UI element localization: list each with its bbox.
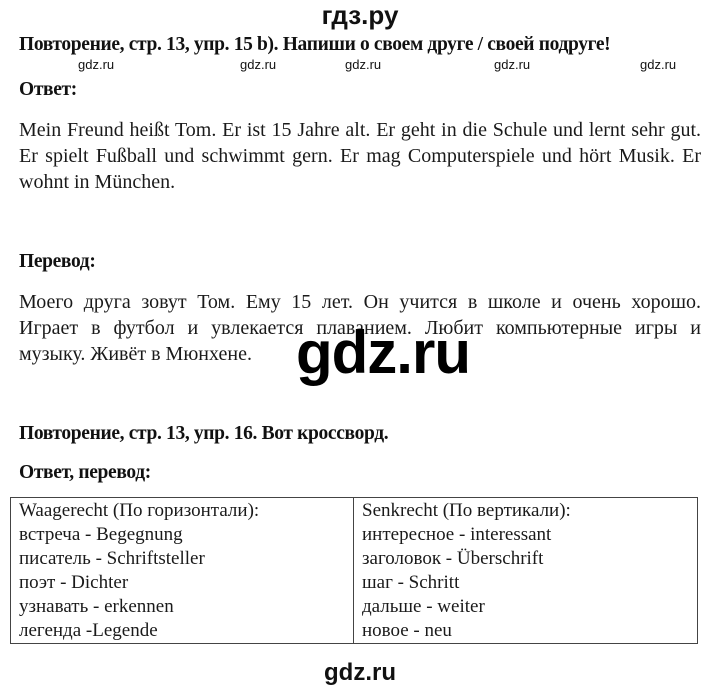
word-pair: легенда -Legende: [19, 620, 158, 641]
word-pair: дальше - weiter: [362, 596, 485, 617]
watermark-small: gdz.ru: [640, 57, 677, 72]
column-horizontal: [11, 498, 354, 644]
translation-label: Перевод:: [19, 251, 96, 272]
answer-label: Ответ:: [19, 79, 77, 100]
watermark-big: gdz.ru: [296, 319, 470, 386]
column-header: Senkrecht (По вертикали):: [362, 500, 571, 521]
translation-line: Играет в футбол и увлекается плаванием. Любит компьютерные игры и: [19, 317, 701, 339]
word-pair: шаг - Schritt: [362, 572, 460, 593]
answer-translation-label: Ответ, перевод:: [19, 462, 151, 483]
answer-paragraph: [19, 117, 701, 195]
answer-line: Mein Freund heißt Tom. Er ist 15 Jahre alt. Er geht in die Schule und lernt sehr gut.: [19, 119, 701, 141]
word-pair: узнавать - erkennen: [19, 596, 174, 617]
translation-line: музыку. Живёт в Мюнхене.: [19, 343, 252, 365]
word-pair: писатель - Schriftsteller: [19, 548, 205, 569]
column-vertical: [354, 498, 698, 644]
watermark-small: gdz.ru: [240, 57, 277, 72]
word-pair: новое - neu: [362, 620, 452, 641]
word-pair: интересное - interessant: [362, 524, 552, 545]
watermark-small: gdz.ru: [494, 57, 531, 72]
word-pair: поэт - Dichter: [19, 572, 129, 593]
crossword-table: [10, 497, 698, 644]
answer-line: Er spielt Fußball und schwimmt gern. Er mag Computerspiele und hört Musik. Er: [19, 145, 701, 167]
site-header: гдз.ру: [321, 0, 399, 30]
exercise-16-title: Повторение, стр. 13, упр. 16. Вот кроссворд.: [19, 423, 389, 444]
watermark-small: gdz.ru: [78, 57, 115, 72]
word-pair: встреча - Begegnung: [19, 524, 183, 545]
watermark-bottom: gdz.ru: [324, 659, 396, 686]
column-header: Waagerecht (По горизонтали):: [19, 500, 260, 521]
exercise-15-title: Повторение, стр. 13, упр. 15 b). Напиши о своем друге / своей подруге!: [19, 34, 611, 55]
answer-line: wohnt in München.: [19, 171, 176, 193]
translation-line: Моего друга зовут Том. Ему 15 лет. Он учится в школе и очень хорошо.: [19, 291, 701, 313]
word-pair: заголовок - Überschrift: [362, 548, 544, 569]
watermark-small: gdz.ru: [345, 57, 382, 72]
